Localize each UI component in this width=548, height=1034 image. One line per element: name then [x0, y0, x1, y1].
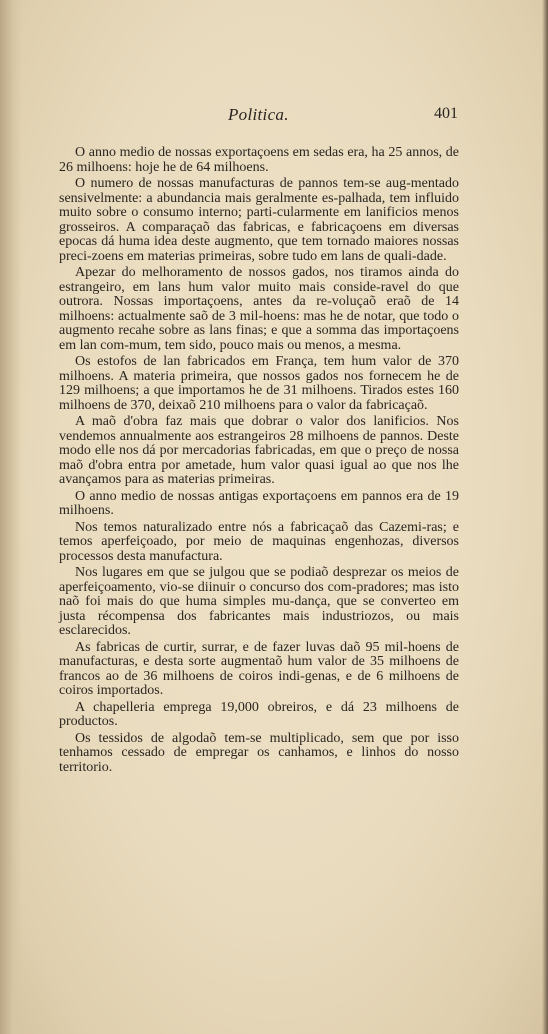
paragraph: Os tessidos de algodaõ tem-se multiplicado, sem que por isso tenhamos cessado de empregar os canhamos, e linhos do nosso territorio. — [59, 730, 459, 775]
page-gutter-shadow — [0, 0, 22, 1034]
running-title: Politica. — [228, 105, 289, 124]
paragraph: A chapelleria emprega 19,000 obreiros, e dá 23 milhoens de productos. — [59, 699, 459, 729]
paragraph: Apezar do melhoramento de nossos gados, nos tiramos ainda do estrangeiro, em lans hum valor muito mais conside-ravel do que outrora. Nossas importaçoens, antes da re-voluçaõ eraõ de 14 milhoens: actualmente saõ de 3 mil-hoens: mas he de notar, que todo o augmento recahe sobre as lans finas; e que a somma das importaçoens em lan com-mum, tem sido, pouco mais ou menos, a mesma. — [59, 265, 459, 353]
paragraph: O anno medio de nossas antigas exportaçoens em pannos era de 19 milhoens. — [59, 488, 459, 518]
paragraph: A maõ d'obra faz mais que dobrar o valor dos lanificios. Nos vendemos annualmente aos estrangeiros 28 milhoens de pannos. Deste modo elle nos dá por mercadorias fabricadas, em que o preço de nossa maõ d'obra entra por ametade, hum valor quasi igual ao que nos lhe avançamos para as materias primeiras. — [59, 414, 459, 487]
body-text — [59, 146, 459, 777]
paragraph: Nos lugares em que se julgou que se podiaõ desprezar os meios de aperfeiçoamento, vio-se diinuir o concurso dos com-pradores; mas isto naõ foi mais do que huma simples mu-dança, que se converteo em justa récompensa dos fabricantes mais industriozos, ou mais esclarecidos. — [59, 565, 459, 638]
paragraph: As fabricas de curtir, surrar, e de fazer luvas daõ 95 mil-hoens de manufacturas, e desta sorte augmentaõ hum valor de 35 milhoens de francos ao de 36 milhoens de coiros indi-genas, e de 6 milhoens de coiros importados. — [59, 639, 459, 698]
paragraph: O numero de nossas manufacturas de pannos tem-se aug-mentado sensivelmente: a abundancia mais geralmente es-palhada, tem influido muito sobre o consumo interno; parti-cularmente em lanificios menos grosseiros. A comparaçaõ das fabricas, e fabricaçoens em diversas epocas dá huma idea deste augmento, que tem tornado maiores nossas preci-zoens em materias primeiras, sobre tudo em lans de quali-dade. — [59, 176, 459, 264]
paragraph: Nos temos naturalizado entre nós a fabricaçaõ das Cazemi-ras; e temos aperfeiçoado, por meio de maquinas engenhozas, diversos processos desta manufactura. — [59, 519, 459, 564]
paragraph: O anno medio de nossas exportaçoens em sedas era, ha 25 annos, de 26 milhoens: hoje he de 64 milhoens. — [59, 145, 459, 175]
paragraph: Os estofos de lan fabricados em França, tem hum valor de 370 milhoens. A materia primeira, que nossos gados nos fornecem he de 129 milhoens; a que importamos he de 31 milhoens. Tirados estes 160 milhoens de 370, deixaõ 210 milhoens para o valor da fabricaçaõ. — [59, 354, 459, 413]
page-header — [78, 105, 458, 129]
page-number: 401 — [434, 105, 458, 122]
page-edge-shadow — [542, 0, 548, 1034]
